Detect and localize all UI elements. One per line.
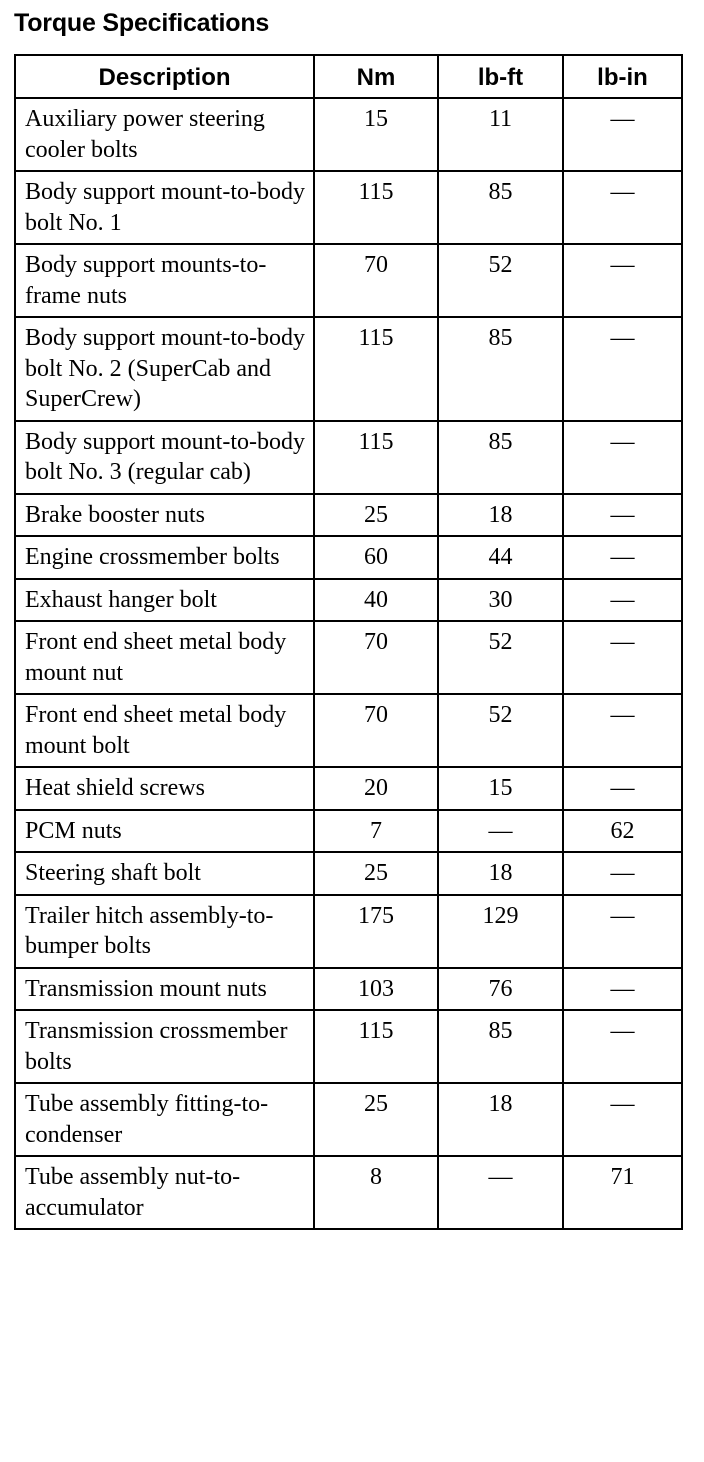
cell-nm: 175 xyxy=(314,895,438,968)
cell-lbft: 52 xyxy=(438,621,563,694)
column-header-lbin: lb-in xyxy=(563,55,682,98)
cell-nm: 115 xyxy=(314,1010,438,1083)
cell-description: Heat shield screws xyxy=(15,767,314,810)
cell-lbft: 85 xyxy=(438,317,563,421)
table-row xyxy=(15,421,682,494)
cell-lbin: — xyxy=(563,1083,682,1156)
table-row xyxy=(15,852,682,895)
cell-description: Engine crossmember bolts xyxy=(15,536,314,579)
cell-description: Transmission mount nuts xyxy=(15,968,314,1011)
cell-lbin: — xyxy=(563,1010,682,1083)
table-row xyxy=(15,1010,682,1083)
cell-lbft: 85 xyxy=(438,171,563,244)
cell-description: Front end sheet metal body mount bolt xyxy=(15,694,314,767)
column-header-lbft: lb-ft xyxy=(438,55,563,98)
cell-nm: 25 xyxy=(314,852,438,895)
cell-lbft: 30 xyxy=(438,579,563,622)
table-row xyxy=(15,98,682,171)
cell-lbin: — xyxy=(563,579,682,622)
cell-nm: 25 xyxy=(314,1083,438,1156)
cell-lbft: 18 xyxy=(438,852,563,895)
cell-lbft: 18 xyxy=(438,494,563,537)
cell-description: Body support mount-to-body bolt No. 2 (SuperCab and SuperCrew) xyxy=(15,317,314,421)
cell-description: Exhaust hanger bolt xyxy=(15,579,314,622)
table-row xyxy=(15,579,682,622)
cell-lbft: 85 xyxy=(438,421,563,494)
cell-lbin: — xyxy=(563,244,682,317)
column-header-nm: Nm xyxy=(314,55,438,98)
cell-lbin: — xyxy=(563,494,682,537)
table-row xyxy=(15,244,682,317)
cell-nm: 70 xyxy=(314,244,438,317)
cell-nm: 40 xyxy=(314,579,438,622)
cell-nm: 25 xyxy=(314,494,438,537)
cell-lbin: 71 xyxy=(563,1156,682,1229)
cell-lbft: 18 xyxy=(438,1083,563,1156)
cell-lbft: 129 xyxy=(438,895,563,968)
cell-nm: 70 xyxy=(314,621,438,694)
table-body xyxy=(15,98,682,1229)
cell-lbft: — xyxy=(438,1156,563,1229)
cell-description: Tube assembly fitting-to-condenser xyxy=(15,1083,314,1156)
cell-description: Body support mount-to-body bolt No. 3 (regular cab) xyxy=(15,421,314,494)
cell-lbin: — xyxy=(563,621,682,694)
table-row xyxy=(15,895,682,968)
cell-lbin: — xyxy=(563,98,682,171)
cell-description: PCM nuts xyxy=(15,810,314,853)
cell-lbin: — xyxy=(563,421,682,494)
table-row xyxy=(15,1156,682,1229)
cell-description: Body support mount-to-body bolt No. 1 xyxy=(15,171,314,244)
table-row xyxy=(15,536,682,579)
table-row xyxy=(15,171,682,244)
table-row xyxy=(15,1083,682,1156)
torque-spec-table xyxy=(14,54,683,1230)
cell-lbft: — xyxy=(438,810,563,853)
cell-nm: 103 xyxy=(314,968,438,1011)
cell-nm: 115 xyxy=(314,171,438,244)
cell-description: Brake booster nuts xyxy=(15,494,314,537)
cell-lbft: 85 xyxy=(438,1010,563,1083)
cell-description: Steering shaft bolt xyxy=(15,852,314,895)
cell-description: Tube assembly nut-to-accumulator xyxy=(15,1156,314,1229)
cell-nm: 115 xyxy=(314,317,438,421)
cell-lbin: 62 xyxy=(563,810,682,853)
cell-description: Trailer hitch assembly-to-bumper bolts xyxy=(15,895,314,968)
table-row xyxy=(15,968,682,1011)
table-row xyxy=(15,694,682,767)
cell-nm: 20 xyxy=(314,767,438,810)
cell-lbft: 11 xyxy=(438,98,563,171)
cell-description: Body support mounts-to-frame nuts xyxy=(15,244,314,317)
cell-lbft: 44 xyxy=(438,536,563,579)
cell-description: Transmission crossmember bolts xyxy=(15,1010,314,1083)
cell-lbin: — xyxy=(563,694,682,767)
cell-lbin: — xyxy=(563,317,682,421)
cell-lbin: — xyxy=(563,895,682,968)
cell-nm: 15 xyxy=(314,98,438,171)
table-row xyxy=(15,494,682,537)
table-row xyxy=(15,621,682,694)
table-header-row xyxy=(15,55,682,98)
cell-lbft: 15 xyxy=(438,767,563,810)
cell-lbin: — xyxy=(563,767,682,810)
cell-lbin: — xyxy=(563,968,682,1011)
cell-lbin: — xyxy=(563,852,682,895)
cell-lbft: 52 xyxy=(438,244,563,317)
table-row xyxy=(15,317,682,421)
cell-lbft: 52 xyxy=(438,694,563,767)
cell-nm: 7 xyxy=(314,810,438,853)
table-row xyxy=(15,767,682,810)
cell-lbft: 76 xyxy=(438,968,563,1011)
table-row xyxy=(15,810,682,853)
cell-description: Auxiliary power steering cooler bolts xyxy=(15,98,314,171)
cell-nm: 8 xyxy=(314,1156,438,1229)
cell-nm: 60 xyxy=(314,536,438,579)
page-title: Torque Specifications xyxy=(14,9,270,37)
cell-lbin: — xyxy=(563,171,682,244)
column-header-description: Description xyxy=(15,55,314,98)
cell-nm: 115 xyxy=(314,421,438,494)
cell-nm: 70 xyxy=(314,694,438,767)
cell-lbin: — xyxy=(563,536,682,579)
cell-description: Front end sheet metal body mount nut xyxy=(15,621,314,694)
